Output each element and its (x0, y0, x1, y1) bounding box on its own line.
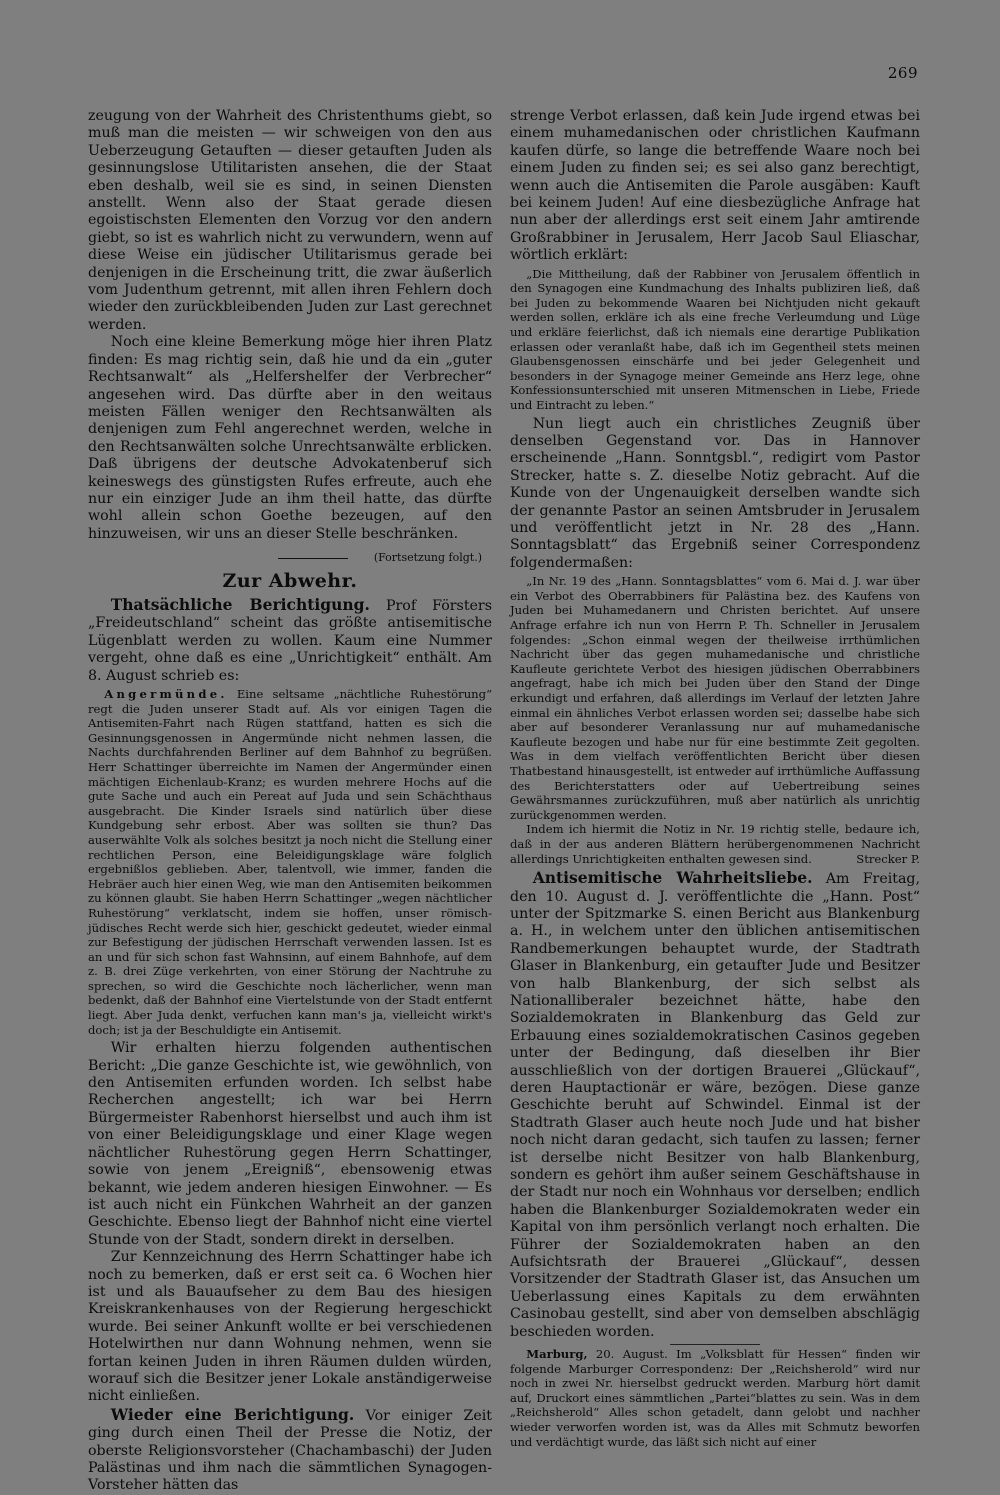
article-paragraph (88, 596, 492, 685)
paragraph: Zur Kennzeichnung des Herrn Schattinger habe ich noch zu bemerken, daß er erst seit ca. 6 Wochen hier ist und als Bauaufseher zu dem Bau des hiesigen Kreiskrankenhauses von der Regierung hergeschickt wurde. Bei seiner Ankunft wollte er bei verschiedenen Hotelwirthen nur dann Wohnung nehmen, wenn sie fortan keinen Juden in ihren Räumen dulden würden, worauf sich die Besitzer jener Lokale anständigerweise nicht einließen. (88, 1249, 492, 1405)
news-place: Marburg, (526, 1347, 588, 1362)
article-heading: Wieder eine Berichtigung. (110, 1404, 355, 1424)
quoted-report (88, 687, 492, 1037)
article-text: Vor einiger Zeit ging durch einen Theil der Presse die Notiz, der oberste Religionsvorsteher (Chachambaschi) der Juden Palästinas und ihm nach die sämmtlichen Synagogen-Vorsteher hätten das (88, 1407, 492, 1494)
paragraph: Nun liegt auch ein christliches Zeugniß über denselben Gegenstand vor. Das in Hannover erscheinende „Hann. Sonntgsbl.“, redigirt vom Pastor Strecker, hatte s. Z. dieselbe Notiz gebracht. Auf die Kunde von der Ungenauigkeit derselben wandte sich der genannte Pastor an seinen Amtsbruder in Jerusalem und veröffentlicht jetzt in Nr. 28 des „Hann. Sonntagsblatt“ das Ergebniß seiner Correspondenz folgendermaßen: (510, 415, 920, 571)
left-column (88, 108, 492, 1495)
section-title: Zur Abwehr. (222, 569, 358, 592)
continuation-note (88, 549, 482, 566)
page-number: 269 (887, 64, 918, 82)
news-text: 20. August. Im „Volksblatt für Hessen“ finden wir folgende Marburger Correspondenz: Der „Reichsherold“ wird nur noch in zwei Nr. hierselbst gedruckt werden. Marburg hört damit auf, Druckort eines sämmtlichen „Partei“blattes zu sein. Was in dem „Reichsherold“ Alles schon getadelt, dann gelobt und nachher wieder verworfen worden ist, was da Alles mit Schmutz beworfen und verdächtigt wurde, das läßt sich nicht auf einer (510, 1347, 920, 1449)
right-column (510, 108, 920, 1452)
quote-signature: Strecker P. (856, 851, 920, 866)
news-item (510, 1347, 920, 1449)
paragraph: zeugung von der Wahrheit des Christenthums giebt, so muß man die meisten — wir schweigen von den aus Ueberzeugung Getauften — dieser getauften Juden als gesinnungslose Utilitaristen ansehen, die der Staat eben deshalb, weil sie es sind, in seinen Diensten anstellt. Wenn also der Staat gerade diesen egoistischsten Elementen den Vorzug vor den andern giebt, so ist es wahrlich nicht zu verwundern, wenn auf diese Weise ein jüdischer Utilitarismus gerade bei denjenigen in die Erscheinung tritt, die zwar äußerlich vom Judenthum getrennt, mit allen ihren Fehlern doch wieder den zurückbleibenden Juden zur Last gerechnet werden. (88, 108, 492, 333)
quote-text (510, 822, 920, 866)
divider-rule (670, 1344, 760, 1345)
continuation-text: (Fortsetzung folgt.) (373, 551, 482, 565)
article-heading: Antisemitische Wahrheitsliebe. (532, 868, 813, 888)
article-heading: Thatsächliche Berichtigung. (110, 594, 370, 614)
quote-text: „Die Mittheilung, daß der Rabbiner von Jerusalem öffentlich in den Synagogen eine Kundmachung des Inhalts publiziren ließ, daß bei Juden zu bekommende Waaren bei Nichtjuden nicht gekauft werden sollen, erkläre ich als eine freche Verleumdung und Lüge und erkläre feierlichst, daß ich niemals eine derartige Publikation erlassen oder veranlaßt habe, daß ich im Gegentheil stets meinen Glaubensgenossen einschärfe und bei jeder Gelegenheit und besonders in der Synagoge meiner Gemeinde ans Herz lege, ohne Konfessionsunterschied mit unseren Mitmenschen in Liebe, Friede und Eintracht zu leben.“ (510, 266, 920, 412)
quote-closing: Indem ich hiermit die Notiz in Nr. 19 richtig stelle, bedaure ich, daß in der aus anderen Blättern herübergenommenen Nachricht allerdings Unrichtigkeiten enthalten gewesen sind. (510, 822, 920, 866)
article-paragraph (510, 869, 920, 1341)
paragraph: strenge Verbot erlassen, daß kein Jude irgend etwas bei einem muhamedanischen oder christlichen Kaufmann kaufen dürfe, so lange die betreffende Waare noch bei einem Juden zu finden sei; es sei also ganz berechtigt, wenn auch die Antisemiten die Parole ausgäben: Kauft bei keinem Juden! Auf eine diesbezügliche Anfrage hat nun aber der allerdings erst seit einem Jahr amtirende Großrabbiner in Jerusalem, Herr Jacob Saul Eliaschar, wörtlich erklärt: (510, 108, 920, 264)
divider-rule (278, 558, 348, 559)
quote-place: Angermünde. (104, 687, 228, 701)
quoted-statement (510, 267, 920, 413)
article-text: Prof Försters „Freideutschland“ scheint das größte antisemitische Lügenblatt werden zu wollen. Kaum eine Nummer vergeht, ohne daß es eine „Unrichtigkeit“ enthält. Am 8. August schrieb es: (88, 597, 492, 684)
news-paragraph (510, 1347, 920, 1449)
article-text: Am Freitag, den 10. August d. J. veröffentlichte die „Hann. Post“ unter der Spitzmarke S. einen Bericht aus Blankenburg a. H., in welchem unter den üblichen antisemitischen Randbemerkungen behauptet wurde, der Stadtrath Glaser in Blankenburg, ein getaufter Jude und Besitzer von halb Blankenburg, der sich selbst als Nationalliberaler bezeichnet hätte, habe den Sozialdemokraten in Blankenburg das Geld zur Erbauung eines sozialdemokratischen Casinos gegeben unter der Bedingung, daß dieselben ihr Bier ausschließlich von der dortigen Brauerei „Glückauf“, deren Hauptactionär er wäre, bezögen. Diese ganze Geschichte beruht auf Schwindel. Einmal ist der Stadtrath Glaser auch heute noch Jude und hat bisher noch nicht daran gedacht, sich taufen zu lassen; ferner ist derselbe nicht Besitzer von halb Blankenburg, sondern es gehört ihm außer seinem Geschäftshause in der Stadt nur noch ein Wohnhaus vor derselben; endlich haben die Blankenburger Sozialdemokraten weder ein Kapital von ihm persönlich verlangt noch erhalten. Die Führer der Sozialdemokraten haben an den Aufsichtsrath der Brauerei „Glückauf“, dessen Vorsitzender der Stadtrath Glaser ist, das Ansuchen um Ueberlassung eines Kapitals zu dem erwähnten Casinobau gestellt, sind aber von demselben abschlägig beschieden worden. (510, 871, 920, 1340)
quote-text: Eine seltsame „nächtliche Ruhestörung“ regt die Juden unserer Stadt auf. Als vor einigen Tagen die Antisemiten-Fahrt nach Rügen stattfand, hatten es sich die Gesinnungsgenossen in Angermünde nicht nehmen lassen, die Nachts durchfahrenden Berliner auf dem Bahnhof zu begrüßen. Herr Schattinger überreichte im Namen der Angermünder einen mächtigen Eichenlaub-Kranz; es wurden mehrere Hochs auf die gute Sache und auch ein Pereat auf Juda und sein Schächthaus ausgebracht. Die Kinder Israels sind natürlich über diese Kundgebung sehr erbost. Aber was sollten sie thun? Das auserwählte Volk als solches besitzt ja noch nicht die Stellung einer rechtlichen Person, eine Beleidigungsklage wäre folglich ergebnißlos geblieben. Aber, talentvoll, wie immer, fanden die Hebräer auch hier einen Weg, wie man den Antisemiten beikommen zu können glaubt. Sie haben Herrn Schattinger „wegen nächtlicher Ruhestörung“ verklatscht, indem sie hoffen, unser römisch-jüdisches Recht werde sich hier, geschickt gedeutet, wieder einmal zur Befestigung der jüdischen Herrschaft verwenden lassen. Ist es an und für sich schon fast Wahnsinn, auf einem Bahnhofe, auf dem z. B. drei Züge verkehrten, von einer Störung der Nachtruhe zu sprechen, so wird die Geschichte noch lächerlicher, wenn man bedenkt, daß der Bahnhof eine Viertelstunde von der Stadt entfernt liegt. Aber Juda denkt, verfuchen kann man's ja, vielleicht wirkt's doch; ist ja der Beschuldigte ein Antisemit. (88, 687, 492, 1037)
quote-paragraph (88, 687, 492, 1037)
quote-text: „In Nr. 19 des „Hann. Sonntagsblattes“ vom 6. Mai d. J. war über ein Verbot des Oberrabbiners für Palästina bez. des Kaufens von Juden bei Muhamedanern und Christen berichtet. Auf unsere Anfrage erfahre ich nun von Herrn P. Th. Schneller in Jerusalem folgendes: „Schon einmal wegen der theilweise irrthümlichen Nachricht über das gegen muhamedanische und christliche Kaufleute gerichtete Verbot des hiesigen jüdischen Oberrabbiners angefragt, habe ich mich bei Juden über den Stand der Dinge erkundigt und erfahren, daß allerdings im Verlauf der letzten Jahre einmal ein ähnliches Verbot erlassen worden sei; dasselbe habe sich aber auf besonderer Veranlassung nur auf muhamedanische Kaufleute bezogen und habe nur für eine bestimmte Zeit gegolten. Was in dem vielfach veröffentlichten Bericht über diesen Thatbestand hinausgestellt, ist entweder auf irrthümliche Auffassung des Berichterstatters oder auf Uebertreibung seines Gewährsmannes zurückzuführen, muß aber natürlich als unrichtig zurückgenommen werden. (510, 574, 920, 822)
article-paragraph (88, 1406, 492, 1495)
paragraph: Wir erhalten hierzu folgenden authentischen Bericht: „Die ganze Geschichte ist, wie gewöhnlich, von den Antisemiten erfunden worden. Ich selbst habe Recherchen angestellt; ich war bei Herrn Bürgermeister Rabenhorst hierselbst und auch ihm ist von einer Beleidigungsklage und einer Klage wegen nächtlicher Ruhestörung gegen Herrn Schattinger, sowie von jenem „Ereigniß“, ebensowenig etwas bekannt, wie jedem anderen hiesigen Einwohner. — Es ist auch nicht ein Fünkchen Wahrheit an der ganzen Geschichte. Ebenso liegt der Bahnhof nicht eine viertel Stunde von der Stadt, sondern direkt in derselben. (88, 1040, 492, 1248)
quoted-correspondence (510, 574, 920, 866)
paragraph: Noch eine kleine Bemerkung möge hier ihren Platz finden: Es mag richtig sein, daß hie und da ein „guter Rechtsanwalt“ als „Helfershelfer der Verbrecher“ angesehen wird. Das dürfte aber in den weitaus meisten Fällen weniger den Rechtsanwälten als denjenigen zum Fehl angerechnet werden, welche in den Rechtsanwälten solche Unrechtsanwälte erblicken. Daß übrigens der deutsche Advokatenberuf sich keineswegs des günstigsten Rufes erfreute, auch ehe nur ein einziger Jude an ihm theil hatte, das dürfte wohl allein schon Goethe bezeugen, auf den hinzuweisen, wir uns an dieser Stelle beschränken. (88, 334, 492, 542)
